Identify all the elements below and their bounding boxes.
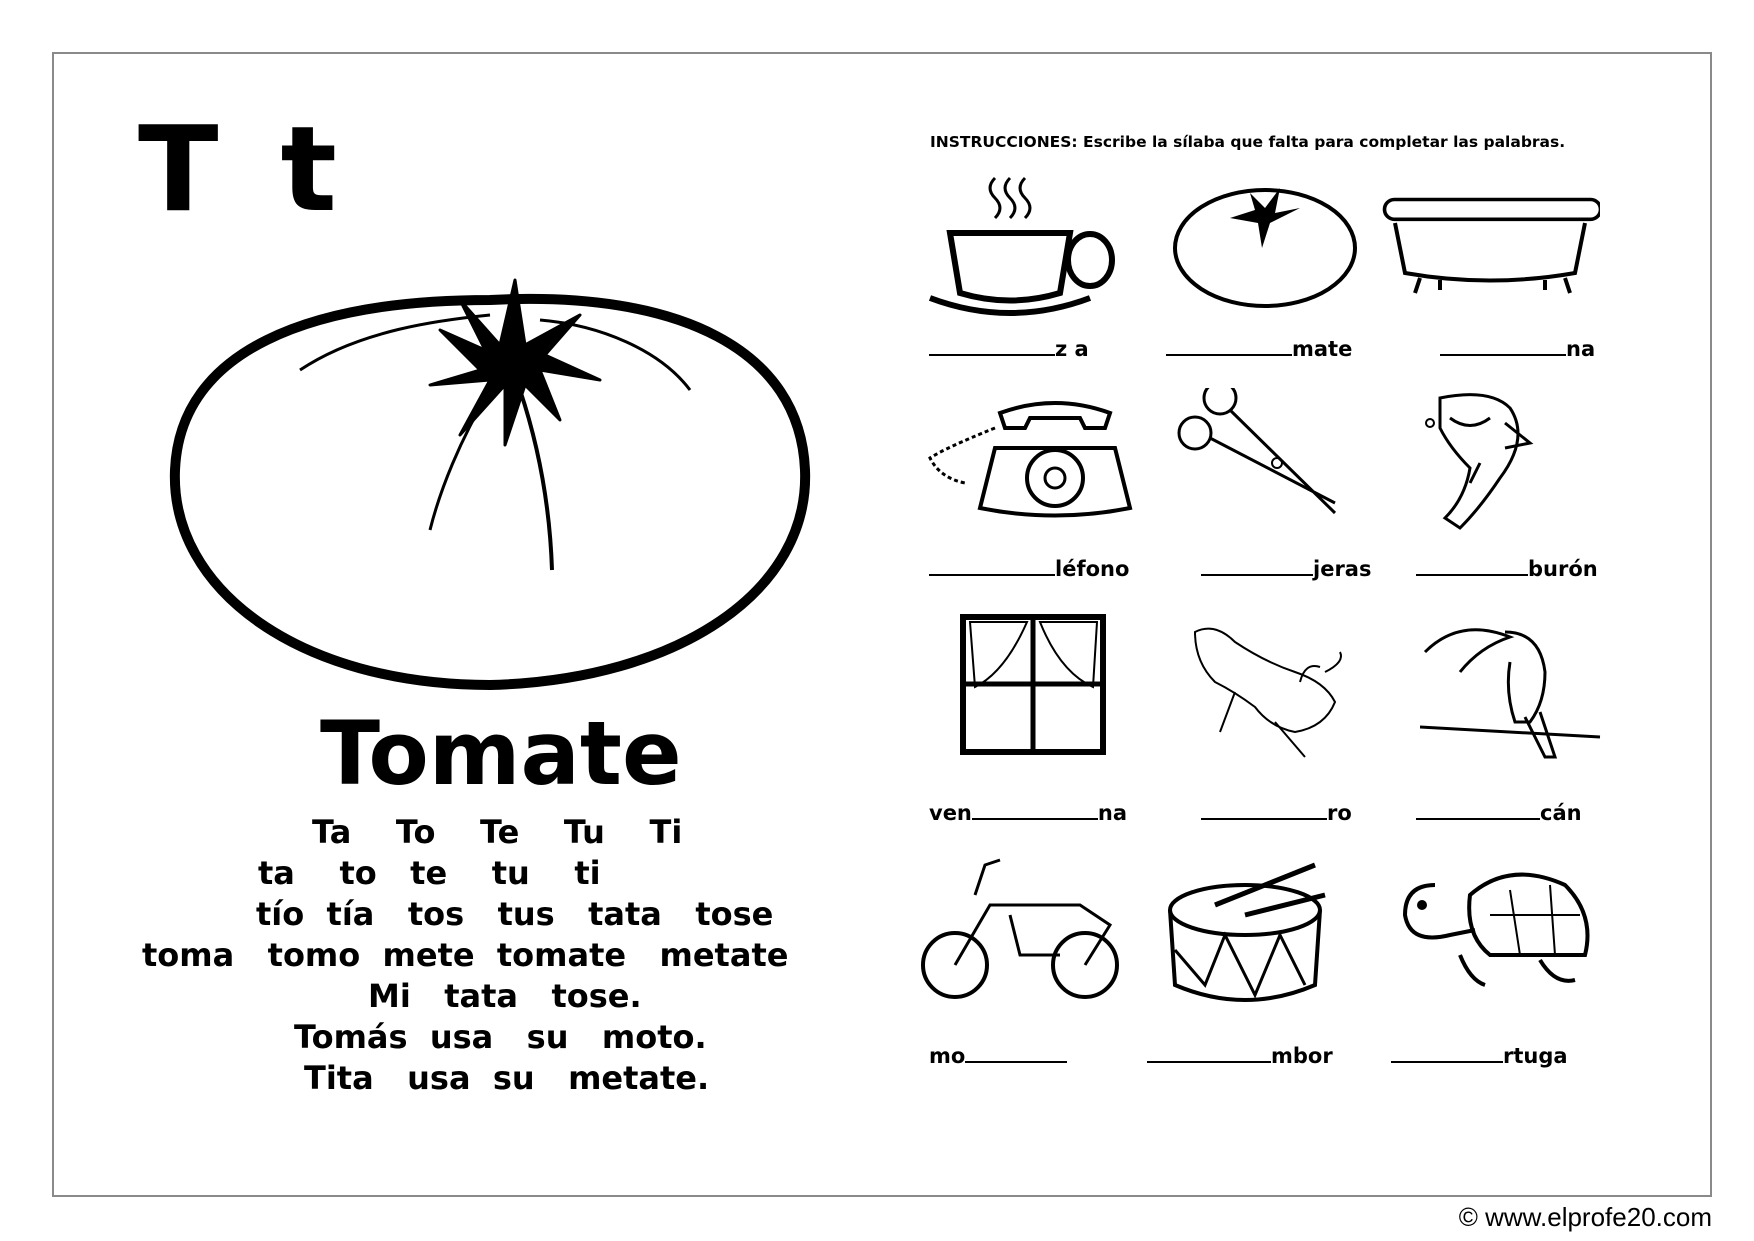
answer-blank[interactable] xyxy=(929,336,1055,356)
word-fragment-after: burón xyxy=(1528,557,1598,581)
exercise-tomato xyxy=(1150,168,1370,368)
exercise-motorcycle xyxy=(920,855,1140,1068)
copyright-notice: © www.elprofe20.com xyxy=(1458,1202,1712,1232)
answer-blank[interactable] xyxy=(1416,800,1540,820)
answer-blank[interactable] xyxy=(972,800,1098,820)
exercise-toucan xyxy=(1420,612,1640,825)
word-fragment-after: mate xyxy=(1292,337,1353,361)
answer-blank[interactable] xyxy=(1201,556,1313,576)
window-icon xyxy=(925,612,1145,772)
word-fragment-after: mbor xyxy=(1271,1044,1333,1068)
bull-icon xyxy=(1175,612,1395,772)
motorcycle-icon xyxy=(920,855,1140,1015)
letter-heading xyxy=(138,100,337,238)
word-fragment-after: jeras xyxy=(1313,557,1372,581)
answer-blank[interactable] xyxy=(1147,1043,1271,1063)
exercise-bathtub xyxy=(1380,168,1600,368)
answer-blank[interactable] xyxy=(1166,336,1292,356)
exercise-drum xyxy=(1145,855,1365,1068)
word-title: Tomate xyxy=(320,702,682,805)
exercise-cup xyxy=(925,168,1145,368)
exercise-bull xyxy=(1175,612,1395,825)
reading-line: toma tomo mete tomate metate xyxy=(142,936,789,974)
tomato-icon xyxy=(1150,168,1370,328)
reading-line: Ta To Te Tu Ti xyxy=(312,813,683,851)
cup-icon xyxy=(925,168,1145,328)
answer-blank[interactable] xyxy=(929,556,1055,576)
shark-icon xyxy=(1420,388,1640,548)
turtle-icon xyxy=(1390,855,1610,1015)
exercise-window xyxy=(925,612,1145,825)
uppercase-letter: T xyxy=(138,100,219,238)
word-fragment-before: mo xyxy=(929,1044,966,1068)
word-fragment-after: ro xyxy=(1327,801,1352,825)
word-fragment-after: na xyxy=(1097,801,1128,825)
exercise-telephone xyxy=(925,388,1145,588)
word-fragment-after: cán xyxy=(1540,801,1582,825)
reading-line: Tomás usa su moto. xyxy=(294,1018,707,1056)
exercise-shark xyxy=(1420,388,1640,588)
word-fragment-after: z a xyxy=(1055,337,1089,361)
answer-blank[interactable] xyxy=(1440,336,1566,356)
tomato-illustration xyxy=(160,260,820,720)
reading-line: tío tía tos tus tata tose xyxy=(256,895,774,933)
toucan-icon xyxy=(1420,612,1640,772)
drum-icon xyxy=(1145,855,1365,1015)
reading-line: ta to te tu ti xyxy=(258,854,601,892)
word-fragment-before: ven xyxy=(929,801,972,825)
word-fragment-after: na xyxy=(1566,337,1596,361)
answer-blank[interactable] xyxy=(1416,556,1528,576)
telephone-icon xyxy=(925,388,1145,548)
answer-blank[interactable] xyxy=(1201,800,1327,820)
reading-line: Tita usa su metate. xyxy=(304,1059,710,1097)
lowercase-letter: t xyxy=(280,100,337,238)
exercise-scissors xyxy=(1175,388,1395,588)
word-fragment-after: rtuga xyxy=(1503,1044,1568,1068)
answer-blank[interactable] xyxy=(1391,1043,1503,1063)
answer-blank[interactable] xyxy=(965,1043,1067,1063)
reading-line: Mi tata tose. xyxy=(368,977,642,1015)
exercise-turtle xyxy=(1390,855,1610,1068)
scissors-icon xyxy=(1175,388,1395,548)
word-fragment-after: léfono xyxy=(1055,557,1130,581)
instructions: INSTRUCCIONES: Escribe la sílaba que falta para completar las palabras. xyxy=(930,133,1566,151)
bathtub-icon xyxy=(1380,168,1600,328)
